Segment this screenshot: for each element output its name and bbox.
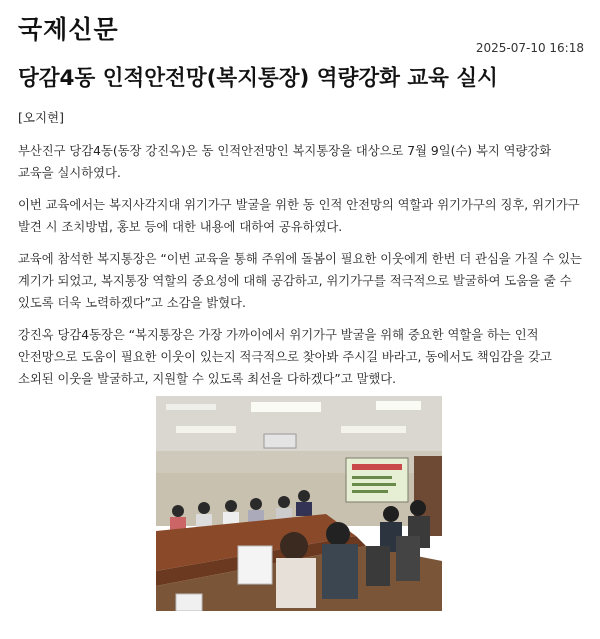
masthead-logo[interactable]: 국제신문 [18,15,119,44]
paragraph: 교육에 참석한 복지통장은 “이번 교육을 통해 주위에 돌봄이 필요한 이웃에게 한번 더 관심을 가질 수 있는 계기가 되었고, 복지통장 역할의 중요성에 대해 공감하고, 위기가구를 적극적으로 발굴하여 도움을 줄 수 있도록 더욱 노력하겠다”고 소감을 밝혔다. [18,252,582,310]
article-headline: 당감4동 인적안전망(복지통장) 역량강화 교육 실시 [18,66,498,91]
paragraph: 강진옥 당감4동장은 “복지통장은 가장 가까이에서 위기가구 발굴을 위해 중요한 역할을 하는 인적 안전망으로 도움이 필요한 이웃이 있는지 적극적으로 찾아봐 주시길 바라고, 동에서도 책임감을 갖고 소외된 이웃을 발굴하고, 지원할 수 있도록 최선을 다하겠다”고 말했다. [18,328,552,386]
paragraph: 이번 교육에서는 복지사각지대 위기가구 발굴을 위한 동 인적 안전망의 역할과 위기가구의 징후, 위기가구 발견 시 조치방법, 홍보 등에 대한 내용에 대하여 공유하였다. [18,198,580,234]
publish-date: 2025-07-10 16:18 [475,41,584,55]
article-body [18,140,586,400]
article-photo [156,396,442,611]
meeting-photo-illustration [156,396,442,611]
byline: [오지현] [18,110,64,125]
paragraph: 부산진구 당감4동(동장 강진옥)은 동 인적안전망인 복지통장을 대상으로 7월 9일(수) 복지 역량강화 교육을 실시하였다. [18,144,552,180]
